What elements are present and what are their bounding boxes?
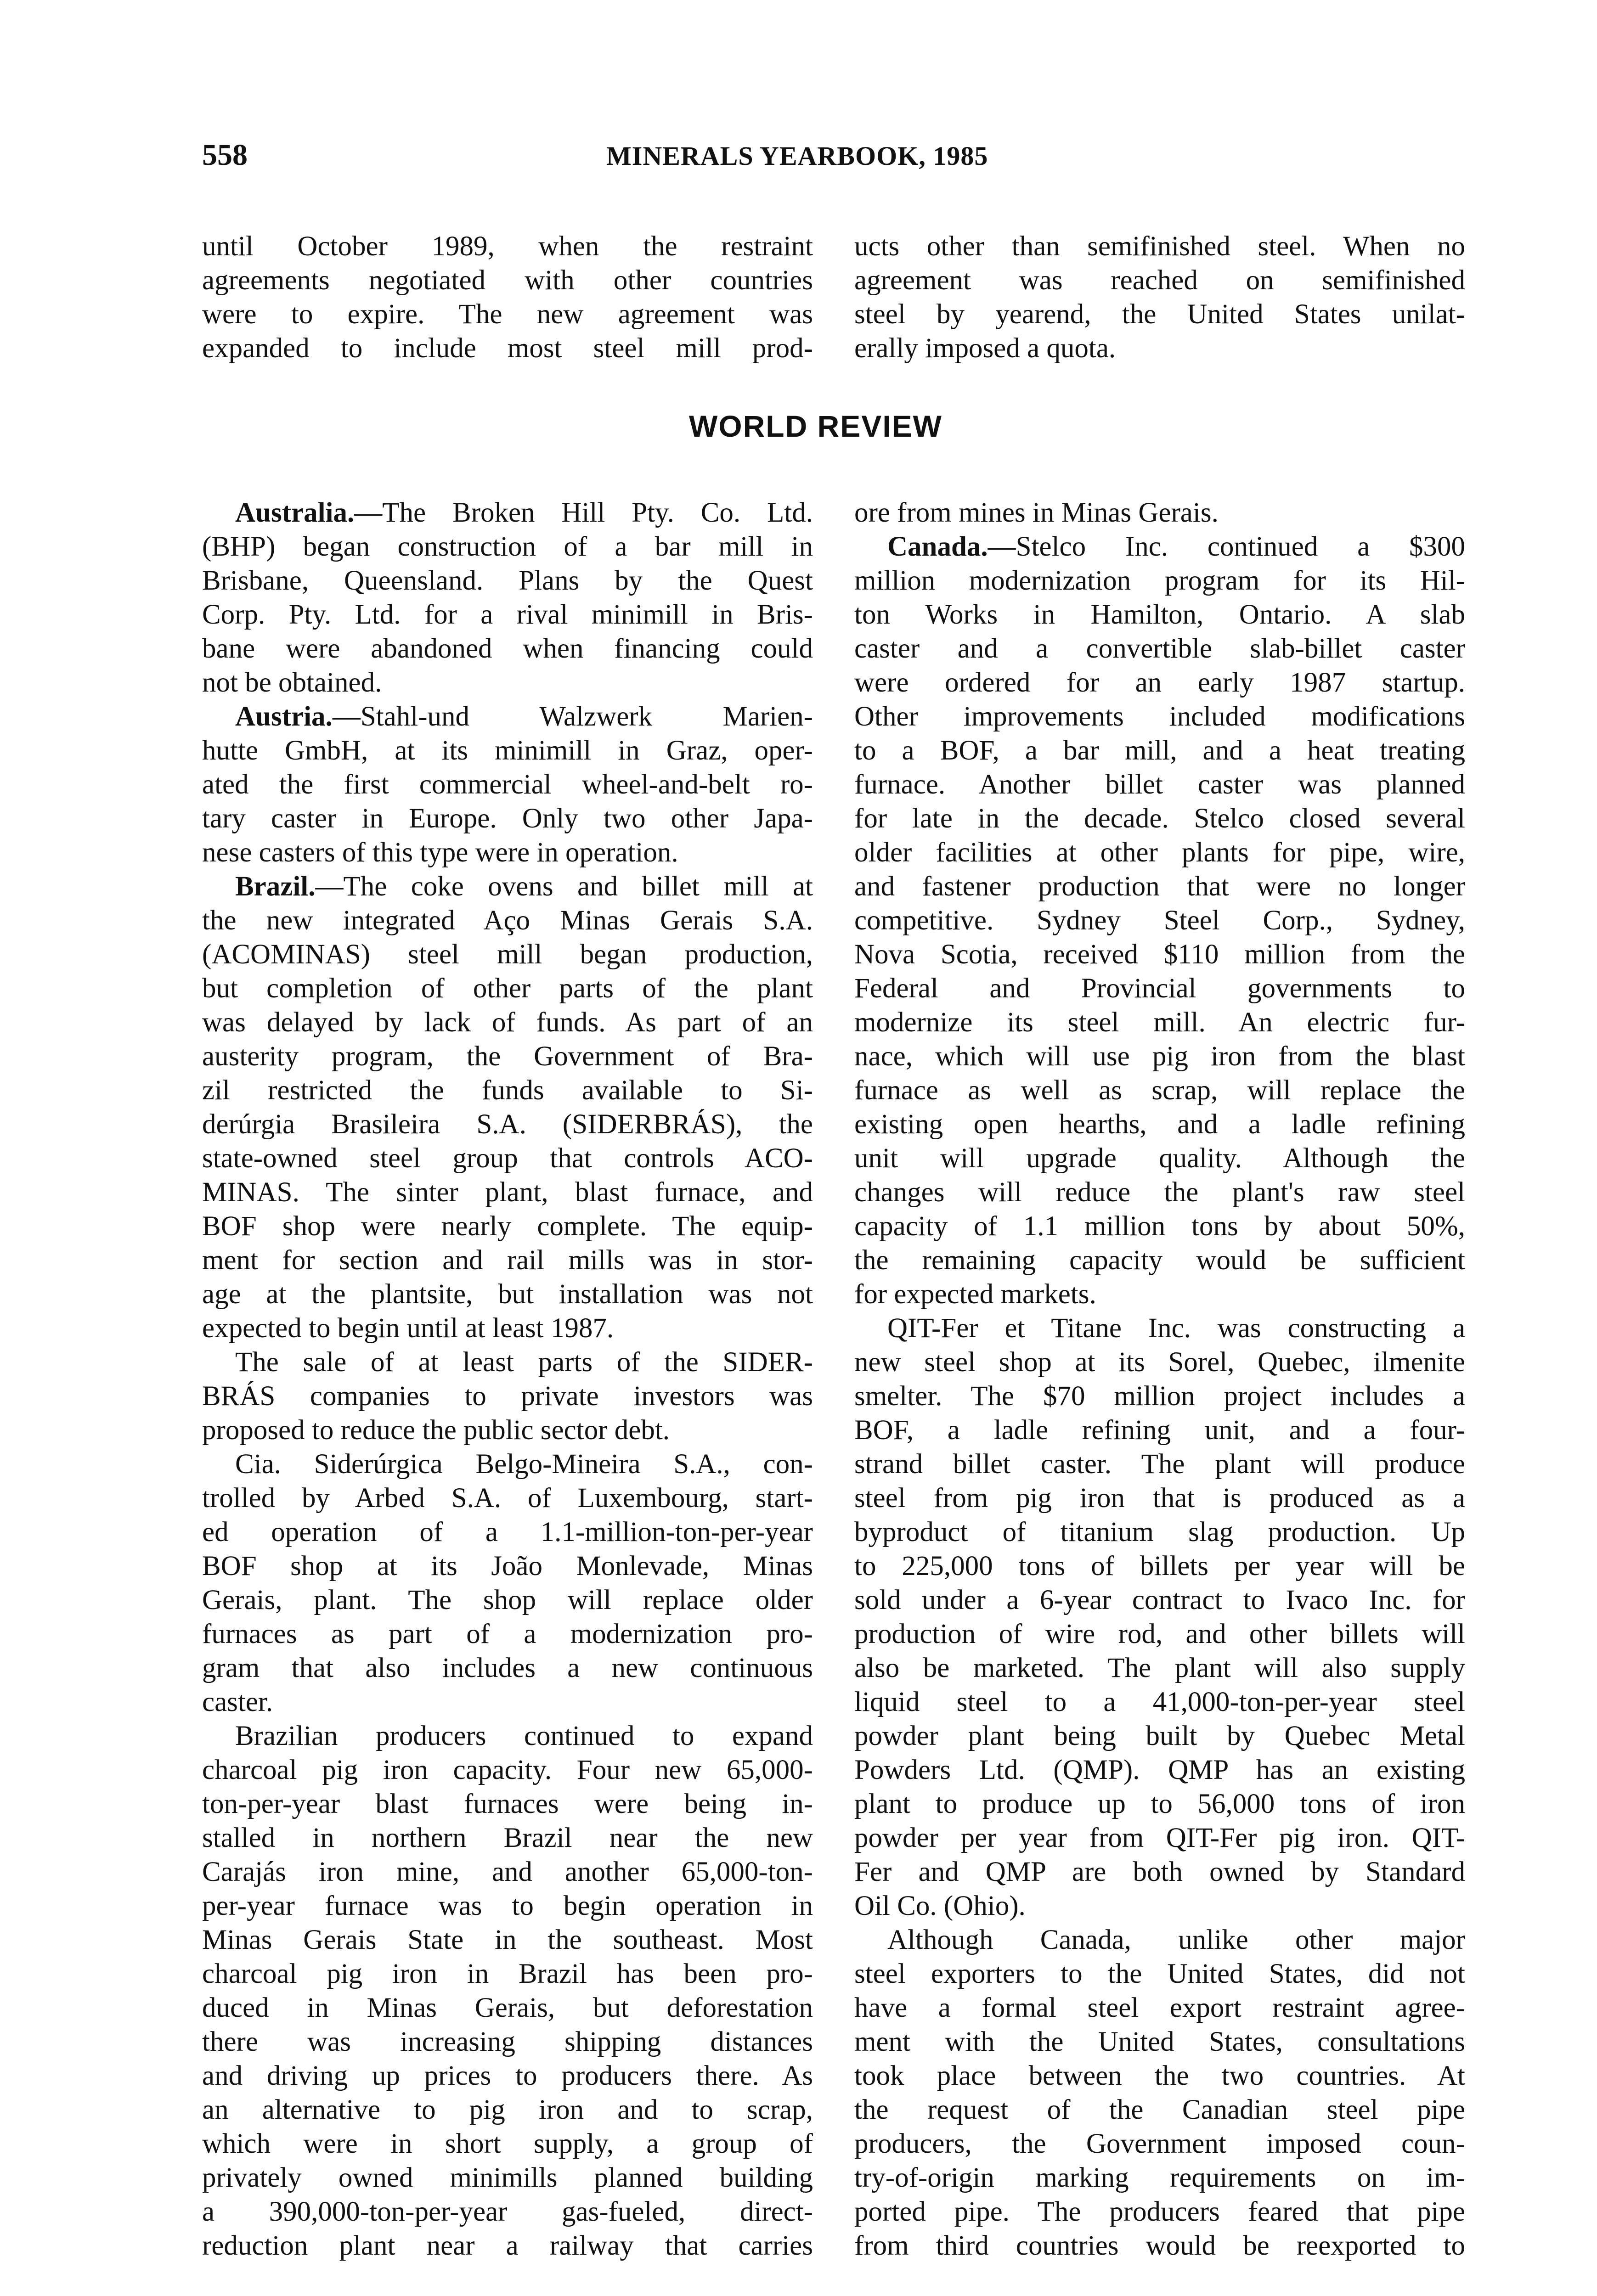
text-line: changes will reduce the plant's raw steel (854, 1177, 1465, 1208)
text-line: ucts other than semifinished steel. When no (854, 231, 1465, 262)
text-line: an alternative to pig iron and to scrap, (202, 2094, 813, 2125)
text-line: older facilities at other plants for pipe, wire, (854, 837, 1465, 868)
text-line: have a formal steel export restraint agree- (854, 1992, 1465, 2023)
text-line: privately owned minimills planned building (202, 2162, 813, 2193)
text-line: furnace. Another billet caster was planned (854, 769, 1465, 800)
text-line: zil restricted the funds available to Si- (202, 1075, 813, 1106)
text-line: until October 1989, when the restraint (202, 231, 813, 262)
text-line: also be marketed. The plant will also supply (854, 1653, 1465, 1683)
paragraph-export-restraint (854, 1923, 1465, 2263)
text-line: byproduct of titanium slag production. Up (854, 1517, 1465, 1548)
text-line: stalled in northern Brazil near the new (202, 1823, 813, 1853)
text-line: caster and a convertible slab-billet caster (854, 633, 1465, 664)
text-line: producers, the Government imposed coun- (854, 2128, 1465, 2159)
page-header (202, 138, 1075, 179)
text-line: The sale of at least parts of the SIDER- (235, 1347, 813, 1378)
text-line: competitive. Sydney Steel Corp., Sydney, (854, 905, 1465, 936)
text-line: modernize its steel mill. An electric fur- (854, 1007, 1465, 1038)
text-line: steel from pig iron that is produced as a (854, 1483, 1465, 1514)
text-line: which were in short supply, a group of (202, 2128, 813, 2159)
text-line: furnaces as part of a modernization pro- (202, 1619, 813, 1649)
text-line: bane were abandoned when financing could (202, 633, 813, 664)
text-line: try-of-origin marking requirements on im- (854, 2162, 1465, 2193)
text-line: ated the first commercial wheel-and-belt ro- (202, 769, 813, 800)
text-line: Federal and Provincial governments to (854, 973, 1465, 1004)
text-line: and fastener production that were no longer (854, 871, 1465, 902)
text-line: nese casters of this type were in operation. (202, 837, 678, 868)
text-line: BRÁS companies to private investors was (202, 1381, 813, 1412)
text-line: Corp. Pty. Ltd. for a rival minimill in Bris- (202, 599, 813, 630)
text-line: million modernization program for its Hil- (854, 565, 1465, 596)
text-line: the remaining capacity would be sufficient (854, 1245, 1465, 1276)
text-line: state-owned steel group that controls ACO- (202, 1143, 813, 1174)
text-line: Minas Gerais State in the southeast. Most (202, 1925, 813, 1955)
text-line (202, 870, 813, 904)
text-line: proposed to reduce the public sector debt. (202, 1415, 670, 1446)
text-line: ment with the United States, consultations (854, 2026, 1465, 2057)
text-line: Although Canada, unlike other major (887, 1925, 1465, 1955)
paragraph-belgo-mineira (202, 1447, 813, 1719)
country-heading: Australia. (235, 497, 355, 528)
text-line: agreements negotiated with other countries (202, 265, 813, 296)
text-line: a 390,000-ton-per-year gas-fueled, direct- (202, 2196, 813, 2227)
text-line: were to expire. The new agreement was (202, 299, 813, 330)
text-line: the new integrated Aço Minas Gerais S.A. (202, 905, 813, 936)
text-line: hutte GmbH, at its minimill in Graz, oper- (202, 735, 813, 766)
intro-right-column (854, 230, 1465, 366)
text-span: —Stahl-und Walzwerk Marien- (332, 701, 813, 732)
text-line: plant to produce up to 56,000 tons of iron (854, 1789, 1465, 1819)
text-line: but completion of other parts of the plant (202, 973, 813, 1004)
text-line: capacity of 1.1 million tons by about 50%, (854, 1211, 1465, 1242)
text-line: age at the plantsite, but installation was not (202, 1279, 813, 1310)
text-line (202, 700, 813, 734)
text-line: Brisbane, Queensland. Plans by the Quest (202, 565, 813, 596)
paragraph-siderbras (202, 1345, 813, 1447)
text-line: ton Works in Hamilton, Ontario. A slab (854, 599, 1465, 630)
text-line: ment for section and rail mills was in stor- (202, 1245, 813, 1276)
section-title: WORLD REVIEW (689, 409, 942, 443)
text-line: furnace as well as scrap, will replace the (854, 1075, 1465, 1106)
text-line: production of wire rod, and other billets will (854, 1619, 1465, 1649)
text-line: the request of the Canadian steel pipe (854, 2094, 1465, 2125)
paragraph-qit-fer (854, 1311, 1465, 1923)
text-line: not be obtained. (202, 667, 382, 698)
text-span: —The coke ovens and billet mill at (315, 871, 813, 902)
text-line: BOF shop were nearly complete. The equip- (202, 1211, 813, 1242)
text-line: unit will upgrade quality. Although the (854, 1143, 1465, 1174)
text-line: expanded to include most steel mill prod- (202, 333, 813, 364)
text-span: —Stelco Inc. continued a $300 (988, 531, 1465, 562)
text-line: to a BOF, a bar mill, and a heat treating (854, 735, 1465, 766)
text-line: agreement was reached on semifinished (854, 265, 1465, 296)
text-line: gram that also includes a new continuous (202, 1653, 813, 1683)
text-line: BOF, a ladle refining unit, and a four- (854, 1415, 1465, 1446)
text-line: tary caster in Europe. Only two other Japa- (202, 803, 813, 834)
text-line: erally imposed a quota. (854, 333, 1116, 364)
text-line: smelter. The $70 million project includes a (854, 1381, 1465, 1412)
text-line: reduction plant near a railway that carries (202, 2230, 813, 2261)
text-line: Carajás iron mine, and another 65,000-ton- (202, 1857, 813, 1887)
text-line: per-year furnace was to begin operation in (202, 1891, 813, 1921)
text-line: steel by yearend, the United States unilat- (854, 299, 1465, 330)
text-line: there was increasing shipping distances (202, 2026, 813, 2057)
paragraph-charcoal-pig-iron (202, 1719, 813, 2263)
text-line: ed operation of a 1.1-million-ton-per-year (202, 1517, 813, 1548)
text-line: trolled by Arbed S.A. of Luxembourg, start- (202, 1483, 813, 1514)
right-column (854, 496, 1465, 2263)
text-line (202, 496, 813, 530)
text-line: took place between the two countries. At (854, 2060, 1465, 2091)
paragraph-canada (854, 530, 1465, 1311)
intro-left-column (202, 230, 813, 366)
paragraph-australia (202, 496, 813, 700)
text-span: —The Broken Hill Pty. Co. Ltd. (354, 497, 813, 528)
text-line: steel exporters to the United States, did not (854, 1958, 1465, 1989)
text-line: powder plant being built by Quebec Metal (854, 1721, 1465, 1751)
text-line: for expected markets. (854, 1279, 1096, 1310)
country-heading: Austria. (235, 701, 333, 732)
text-line: Brazilian producers continued to expand (235, 1721, 813, 1751)
paragraph-brazil-continued (854, 496, 1465, 530)
text-line: charcoal pig iron in Brazil has been pro- (202, 1958, 813, 1989)
text-line: BOF shop at its João Monlevade, Minas (202, 1551, 813, 1581)
text-line: caster. (202, 1687, 273, 1717)
text-line: to 225,000 tons of billets per year will be (854, 1551, 1465, 1581)
text-line: Gerais, plant. The shop will replace older (202, 1585, 813, 1615)
text-line: ore from mines in Minas Gerais. (854, 497, 1219, 528)
text-line: expected to begin until at least 1987. (202, 1313, 614, 1344)
text-line: and driving up prices to producers there. As (202, 2060, 813, 2091)
text-line: MINAS. The sinter plant, blast furnace, and (202, 1177, 813, 1208)
text-line: Cia. Siderúrgica Belgo-Mineira S.A., con- (235, 1449, 813, 1480)
text-line: strand billet caster. The plant will produce (854, 1449, 1465, 1480)
text-line: Nova Scotia, received $110 million from the (854, 939, 1465, 970)
text-line: derúrgia Brasileira S.A. (SIDERBRÁS), the (202, 1109, 813, 1140)
text-line: new steel shop at its Sorel, Quebec, ilmenite (854, 1347, 1465, 1378)
text-line: (ACOMINAS) steel mill began production, (202, 939, 813, 970)
text-line: powder per year from QIT-Fer pig iron. QIT- (854, 1823, 1465, 1853)
text-line: austerity program, the Government of Bra- (202, 1041, 813, 1072)
left-column (202, 496, 813, 2263)
page-number: 558 (202, 138, 248, 172)
paragraph-austria (202, 700, 813, 870)
text-line: charcoal pig iron capacity. Four new 65,000- (202, 1755, 813, 1785)
country-heading: Brazil. (235, 871, 316, 902)
text-line: from third countries would be reexported to (854, 2230, 1465, 2261)
text-line: ton-per-year blast furnaces were being in- (202, 1789, 813, 1819)
text-line: (BHP) began construction of a bar mill in (202, 531, 813, 562)
text-line: Powders Ltd. (QMP). QMP has an existing (854, 1755, 1465, 1785)
text-line: sold under a 6-year contract to Ivaco Inc. for (854, 1585, 1465, 1615)
text-line: were ordered for an early 1987 startup. (854, 667, 1465, 698)
text-line: QIT-Fer et Titane Inc. was constructing a (887, 1313, 1465, 1344)
text-line: was delayed by lack of funds. As part of an (202, 1007, 813, 1038)
text-line: duced in Minas Gerais, but deforestation (202, 1992, 813, 2023)
text-line: nace, which will use pig iron from the blast (854, 1041, 1465, 1072)
text-line: liquid steel to a 41,000-ton-per-year steel (854, 1687, 1465, 1717)
text-line: Fer and QMP are both owned by Standard (854, 1857, 1465, 1887)
paragraph-brazil (202, 870, 813, 1345)
running-title: MINERALS YEARBOOK, 1985 (606, 141, 988, 171)
text-line: ported pipe. The producers feared that pipe (854, 2196, 1465, 2227)
text-line (854, 530, 1465, 564)
text-line: Oil Co. (Ohio). (854, 1891, 1026, 1921)
text-line: existing open hearths, and a ladle refining (854, 1109, 1465, 1140)
country-heading: Canada. (887, 531, 988, 562)
text-line: Other improvements included modifications (854, 701, 1465, 732)
text-line: for late in the decade. Stelco closed several (854, 803, 1465, 834)
